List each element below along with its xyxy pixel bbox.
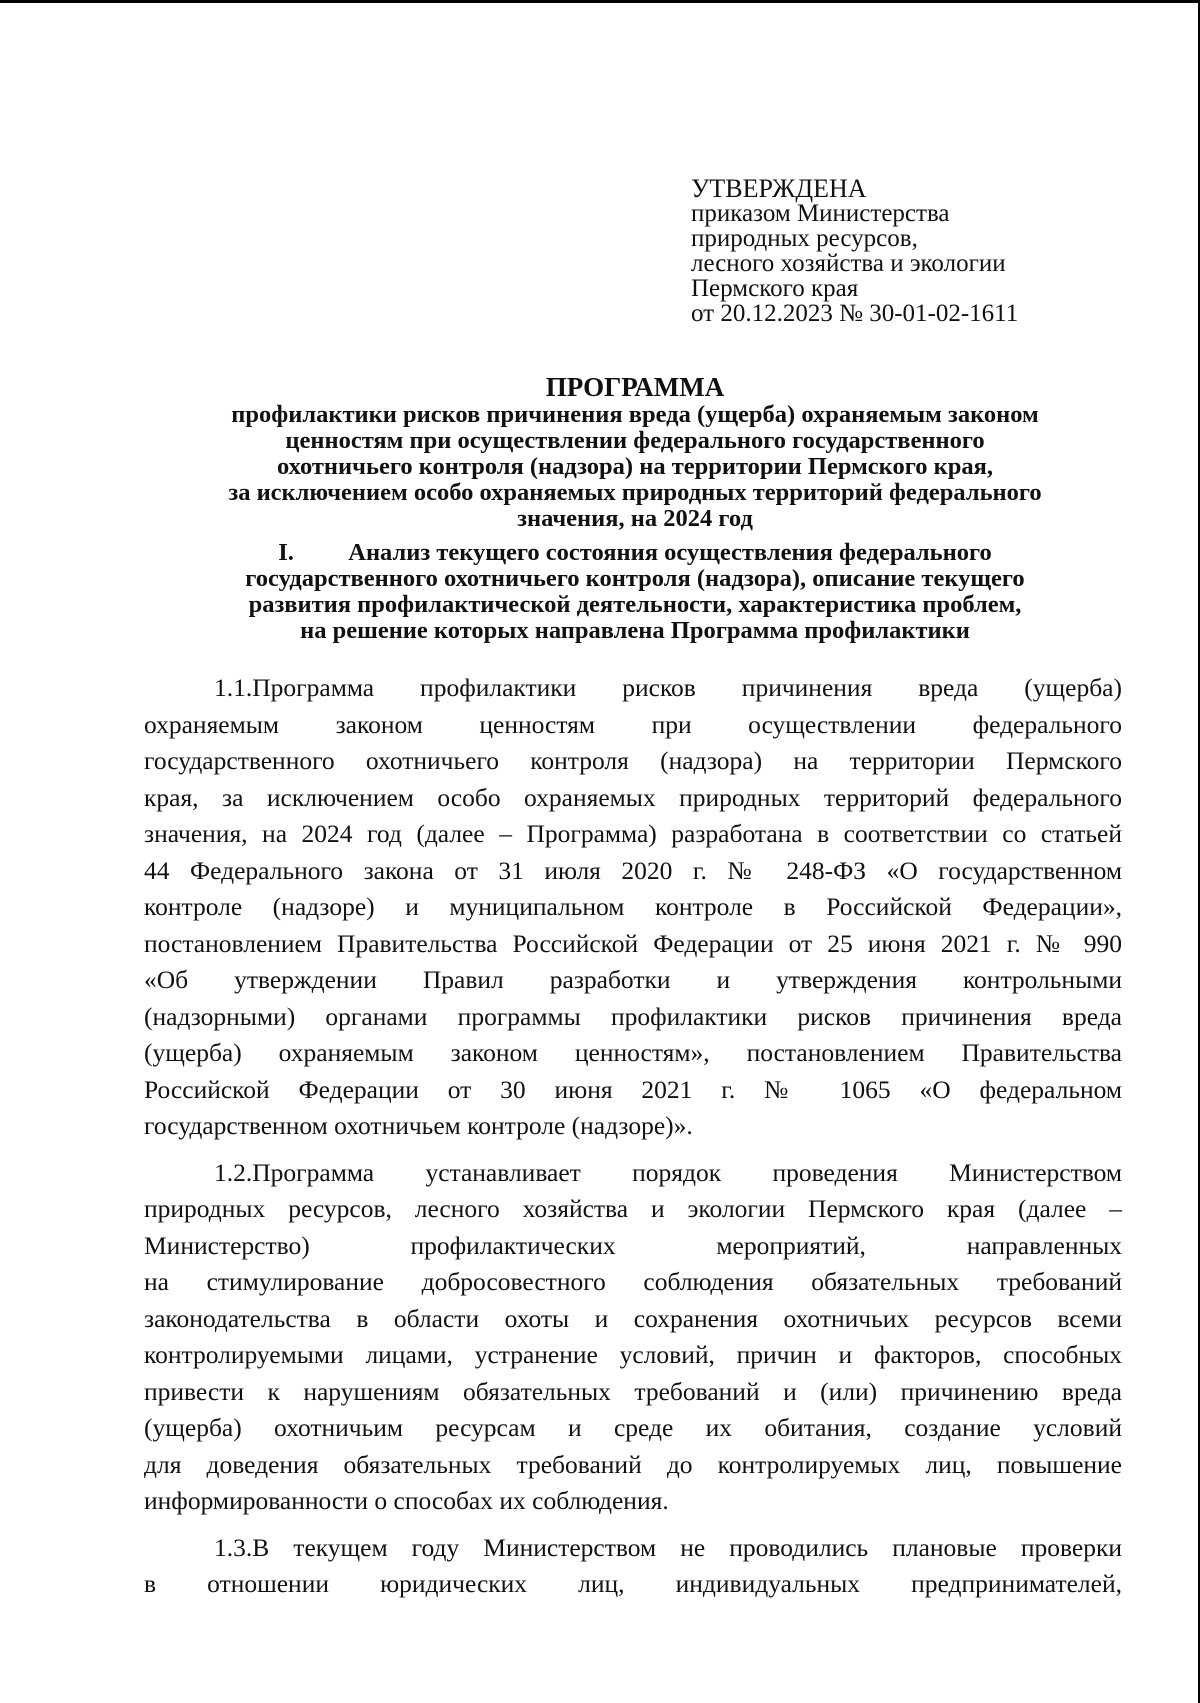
text-line: (ущерба) охотничьим ресурсам и среде их обитания, создание условий	[144, 1413, 1122, 1442]
text-line: Министерство) профилактических мероприятий, направленных	[144, 1230, 1122, 1260]
approval-line: природных ресурсов,	[691, 225, 918, 252]
document-subtitle-line: ценностям при осуществлении федерального государственного	[285, 427, 985, 454]
paragraph-1-3	[144, 1530, 1122, 1603]
text-line: края, за исключением особо охраняемых природных территорий федерального	[144, 782, 1122, 812]
document-title: ПРОГРАММА	[545, 372, 725, 402]
text-line: в отношении юридических лиц, индивидуальных предпринимателей,	[144, 1569, 1122, 1598]
text-line: 1.1.Программа профилактики рисков причинения вреда (ущерба)	[214, 673, 1122, 702]
approval-line: приказом Министерства	[691, 200, 950, 227]
document-subtitle-line: профилактики рисков причинения вреда (ущерба) охраняемым законом	[231, 401, 1039, 428]
text-line: охраняемым законом ценностям при осуществлении федерального	[144, 709, 1122, 739]
text-line: Российской Федерации от 30 июня 2021 г. № 1065 «О федеральном	[144, 1074, 1122, 1104]
text-line: «Об утверждении Правил разработки и утверждения контрольными	[144, 965, 1122, 994]
text-line: (надзорными) органами программы профилактики рисков причинения вреда	[144, 1001, 1122, 1031]
text-line: значения, на 2024 год (далее – Программа) разработана в соответствии со статьей	[144, 819, 1122, 848]
approval-line: Пермского края	[691, 275, 859, 302]
text-line: государственного охотничьего контроля (надзора) на территории Пермского	[144, 746, 1122, 775]
text-line: природных ресурсов, лесного хозяйства и экологии Пермского края (далее –	[144, 1194, 1122, 1223]
section-heading-line: развития профилактической деятельности, характеристика проблем,	[248, 591, 1022, 618]
approval-line: лесного хозяйства и экологии	[691, 250, 1006, 277]
text-line: на стимулирование добросовестного соблюдения обязательных требований	[144, 1267, 1122, 1296]
section-number: I.	[278, 539, 294, 566]
section-heading-text: Анализ текущего состояния осуществления федерального	[348, 539, 992, 566]
approval-line: от 20.12.2023 № 30-01-02-1611	[691, 300, 1019, 327]
text-line: 1.3.В текущем году Министерством не проводились плановые проверки	[214, 1532, 1122, 1562]
text-line: для доведения обязательных требований до контролируемых лиц, повышение	[144, 1449, 1122, 1479]
section-heading-line: на решение которых направлена Программа профилактики	[300, 617, 970, 644]
text-line: (ущерба) охраняемым законом ценностям», постановлением Правительства	[144, 1038, 1122, 1067]
text-line: государственном охотничьем контроле (надзоре)».	[144, 1111, 693, 1140]
section-heading-line	[140, 540, 1130, 566]
paragraph-1-1	[144, 670, 1122, 1145]
paragraph-1-2	[144, 1155, 1122, 1520]
document-subtitle-line: значения, на 2024 год	[517, 505, 753, 532]
text-line: постановлением Правительства Российской Федерации от 25 июня 2021 г. № 990	[144, 928, 1122, 958]
approval-stamp-block	[691, 176, 1111, 326]
text-line: законодательства в области охоты и сохранения охотничьих ресурсов всеми	[144, 1303, 1122, 1333]
text-line: привести к нарушениям обязательных требований и (или) причинению вреда	[144, 1376, 1122, 1406]
document-body	[144, 670, 1122, 1603]
text-line: контролируемыми лицами, устранение условий, причин и факторов, способных	[144, 1340, 1122, 1369]
document-subtitle-line: за исключением особо охраняемых природных территорий федерального	[228, 479, 1042, 506]
section-heading	[140, 540, 1130, 644]
document-subtitle-line: охотничьего контроля (надзора) на территории Пермского края,	[277, 453, 993, 480]
text-line: информированности о способах их соблюдения.	[144, 1486, 669, 1515]
section-heading-line: государственного охотничьего контроля (надзора), описание текущего	[245, 565, 1025, 592]
document-title-block	[140, 372, 1130, 532]
text-line: контроле (надзоре) и муниципальном контроле в Российской Федерации»,	[144, 892, 1122, 921]
approval-title: УТВЕРЖДЕНА	[691, 174, 867, 203]
scan-edge-top	[0, 0, 1200, 3]
text-line: 44 Федерального закона от 31 июля 2020 г. № 248-ФЗ «О государственном	[144, 855, 1122, 885]
text-line: 1.2.Программа устанавливает порядок проведения Министерством	[214, 1157, 1122, 1187]
